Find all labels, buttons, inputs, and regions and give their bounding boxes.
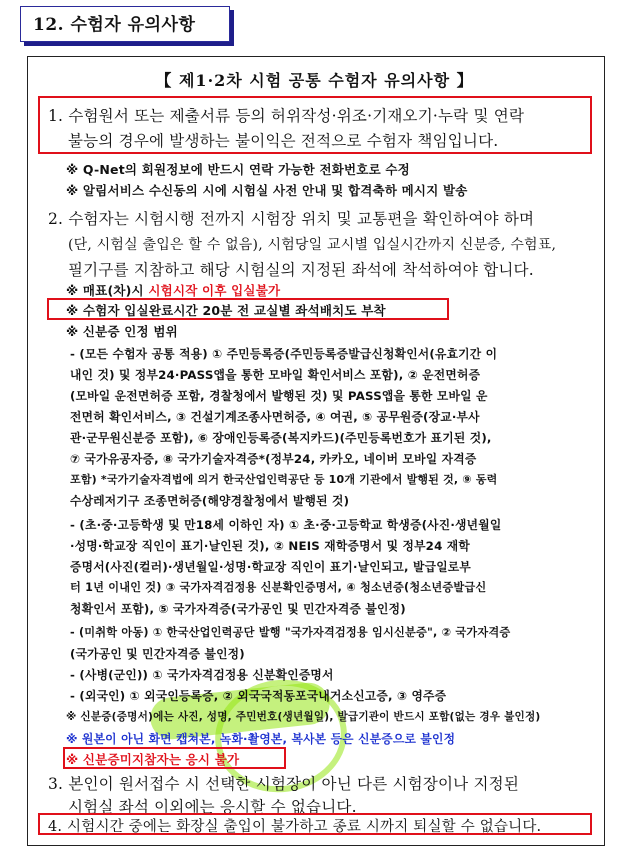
note-seat-chart: ※ 수험자 입실완료시간 20분 전 교실별 좌석배치도 부착 [66, 303, 386, 318]
item2-line1: 2. 수험자는 시험시행 전까지 시험장 위치 및 교통편을 확인하여야 하며 [48, 210, 535, 228]
id-line: 증명서(사진(컬러)·생년월일·성명·학교장 직인이 표기·날인되고, 발급일로부 [70, 560, 471, 574]
note-no-id: ※ 신분증미지참자는 응시 불가 [66, 752, 240, 767]
id-line: - (모든 수험자 공통 적용) ① 주민등록증(주민등록증발급신청확인서(유효기간 이 [70, 347, 498, 361]
id-line: 관·군무원신분증 포함), ⑥ 장애인등록증(복지카드)(주민등록번호가 표기된 것), [70, 431, 492, 445]
note-late-entry [66, 281, 280, 299]
note-late-red: 시험시작 이후 입실불가 [148, 283, 281, 298]
section-title: 12. 수험자 유의사항 [20, 6, 230, 42]
id-line: - (미취학 아동) ① 한국산업인력공단 발행 "국가자격검정용 임시신분증", ② 국가자격증 [70, 626, 511, 639]
note-id-info: ※ 신분증(증명서)에는 사진, 성명, 주민번호(생년월일), 발급기관이 반드시 포함(없는 경우 불인정) [66, 711, 541, 723]
item2-line2: (단, 시험실 출입은 할 수 없음), 시험당일 교시별 입실시간까지 신분증, 수험표, [68, 237, 557, 253]
document-title: 【 제1·2차 시험 공통 수험자 유의사항 】 [155, 71, 474, 90]
item2-line3: 필기구를 지참하고 해당 시험실의 지정된 좌석에 착석하여야 합니다. [68, 261, 534, 279]
id-line: 터 1년 이내인 것) ③ 국가자격검정용 신분확인증명서, ④ 청소년증(청소년증발급신 [70, 581, 487, 594]
note-copy-invalid: ※ 원본이 아닌 화면 캡쳐본, 녹화·촬영본, 복사본 등은 신분증으로 불인정 [66, 732, 456, 746]
id-line: (모바일 운전면허증 포함, 경찰청에서 발행된 것) 및 PASS앱을 통한 모바일 운 [70, 389, 488, 403]
item3-line1: 3. 본인이 원서접수 시 선택한 시험장이 아닌 다른 시험장이나 지정된 [48, 775, 520, 793]
id-line: 내인 것) 및 정부24·PASS앱을 통한 모바일 확인서비스 포함), ② 운전면허증 [70, 368, 481, 382]
item1-line1: 1. 수험원서 또는 제출서류 등의 허위작성·위조·기재오기·누락 및 연락 [48, 107, 525, 125]
note-qnet: ※ Q-Net의 회원정보에 반드시 연락 가능한 전화번호로 수정 [66, 162, 410, 177]
id-line: 전면허 확인서비스, ③ 건설기계조종사면허증, ④ 여권, ⑤ 공무원증(장교·부사 [70, 410, 480, 424]
item1-line2: 불능의 경우에 발생하는 불이익은 전적으로 수험자 책임입니다. [68, 132, 499, 150]
id-line: (국가공인 및 민간자격증 불인정) [70, 647, 245, 661]
id-line: ⑦ 국가유공자증, ⑧ 국가기술자격증*(정부24, 카카오, 네이버 모바일 자격증 [70, 452, 477, 466]
id-line: - (사병(군인)) ① 국가자격검정용 신분확인증명서 [70, 668, 334, 682]
id-line: 청확인서 포함), ⑤ 국가자격증(국가공인 및 민간자격증 불인정) [70, 602, 406, 616]
id-line: - (초·중·고등학생 및 만18세 이하인 자) ① 초·중·고등학교 학생증(사진·생년월일 [70, 518, 502, 532]
note-late-prefix: ※ 매표(차)시 [66, 283, 149, 298]
note-id-title: ※ 신분증 인정 범위 [66, 324, 178, 339]
id-line: ·성명·학교장 직인이 표기·날인된 것), ② NEIS 재학증명서 및 정부24 재학 [70, 539, 471, 553]
item3-line2: 시험실 좌석 이외에는 응시할 수 없습니다. [68, 798, 357, 816]
id-line: 포함) *국가기술자격법에 의거 한국산업인력공단 등 10개 기관에서 발행된 것, ⑨ 동력 [70, 473, 498, 486]
id-line: 수상레저기구 조종면허증(해양경찰청에서 발행된 것) [70, 494, 350, 508]
item4-text: 4. 시험시간 중에는 화장실 출입이 불가하고 종료 시까지 퇴실할 수 없습니다. [48, 819, 542, 835]
id-line: - (외국인) ① 외국인등록증, ② 외국국적동포국내거소신고증, ③ 영주증 [70, 689, 447, 703]
note-alarm: ※ 알림서비스 수신동의 시에 시험실 사전 안내 및 합격축하 메시지 발송 [66, 183, 468, 198]
